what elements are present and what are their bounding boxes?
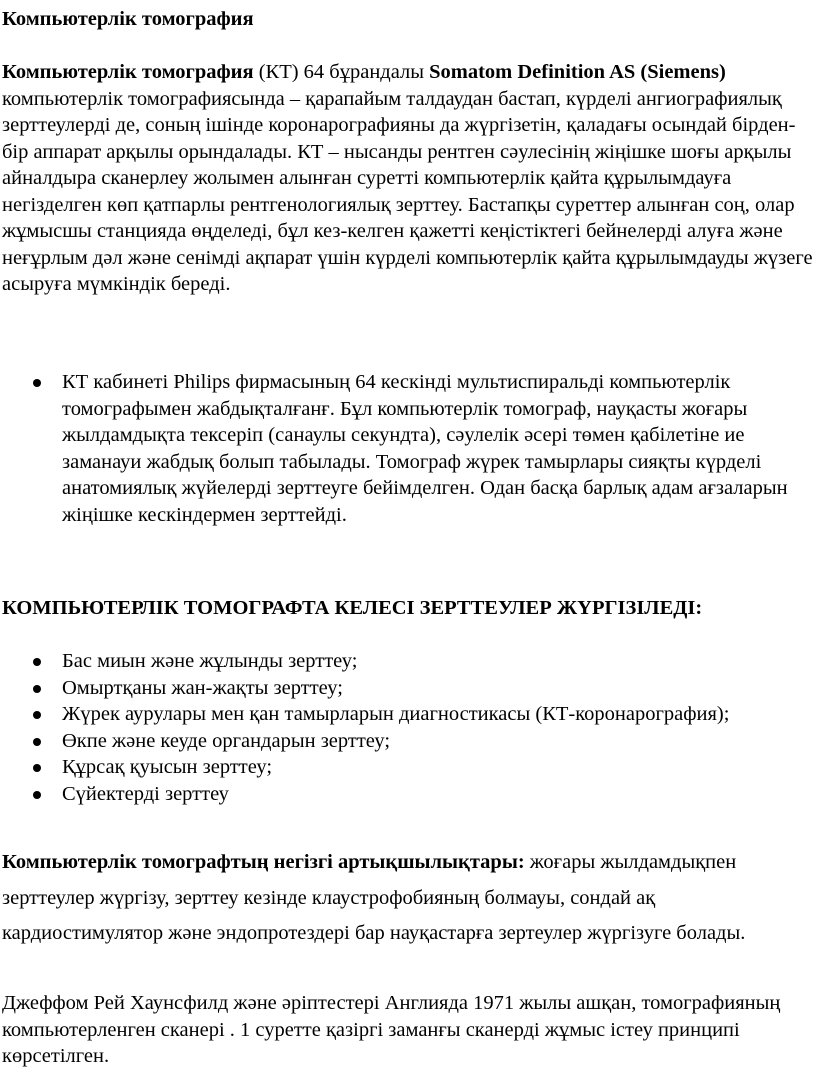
bullet-icon xyxy=(33,791,41,799)
study-text: Бас миын және жұлынды зерттеу; xyxy=(62,650,358,672)
study-text: Жүрек аурулары мен қан тамырларын диагностикасы (КТ-коронарография); xyxy=(62,703,730,725)
advantages-label: Компьютерлік томографтың негізгі артықшылықтары: xyxy=(2,851,525,873)
bullet-icon xyxy=(33,685,41,693)
intro-text-a: (КТ) 64 бұрандалы xyxy=(253,61,430,83)
bullet-icon xyxy=(33,379,41,387)
study-text: Құрсақ қуысын зерттеу; xyxy=(62,756,273,778)
advantages-text: жоғары жылдамдықпен зерттеулер жүргізу, зерттеу кезінде клаустрофобияның болмауы, сондай ақ кардиостимулятор және эндопротездері бар науқастарға зертеулер жүргізуге болады. xyxy=(2,851,746,944)
list-item xyxy=(0,754,816,781)
intro-bold-term: Компьютерлік томография xyxy=(2,61,254,83)
cabinet-list xyxy=(0,369,816,528)
bullet-icon xyxy=(33,764,41,772)
list-item xyxy=(0,701,816,728)
bullet-icon xyxy=(33,658,41,666)
intro-paragraph xyxy=(2,59,816,298)
list-item xyxy=(0,648,816,675)
list-item xyxy=(0,369,816,528)
intro-device-name: Somatom Definition AS (Siemens) xyxy=(429,61,726,83)
studies-list xyxy=(0,648,816,807)
study-text: Омыртқаны жан-жақты зерттеу; xyxy=(62,676,343,699)
list-item xyxy=(0,675,816,702)
history-paragraph: Джеффом Рей Хаунсфилд және әріптестері Англияда 1971 жылы ашқан, томографияның компьютерленген сканері . 1 суретте қазіргі заманғы сканерді жұмыс істеу принципі көрсетілген. xyxy=(2,992,781,1067)
list-item xyxy=(0,781,816,808)
study-text: Сүйектерді зерттеу xyxy=(62,782,229,805)
bullet-icon xyxy=(33,738,41,746)
advantages-paragraph xyxy=(2,845,816,952)
study-text: Өкпе және кеуде органдарын зерттеу; xyxy=(62,729,391,752)
cabinet-item-text: КТ кабинеті Philips фирмасының 64 кескінді мультиспиральді компьютерлік томографымен жабдықталғанғ. Бұл компьютерлік томограф, науқасты жоғары жылдамдықта тексеріп (санаулы секундта), сәулелік әсері төмен қабілетіне ие заманауи жабдық болып табылады. Томограф жүрек тамырлары сияқты күрделі анатомиялық жүйелерді зерттеуге бейімделген. Одан басқа барлық адам ағзаларын жіңішке кескіндермен зерттейді. xyxy=(62,371,788,526)
bullet-icon xyxy=(33,711,41,719)
intro-text-b: компьютерлік томографиясында – қарапайым талдаудан бастап, күрделі ангиографиялық зерттеулерді де, соның ішінде коронарографияны да жүргізетін, қаладағы осындай бірден-бір аппарат арқылы орындалады. КТ – нысанды рентген сәулесінің жіңішке шоғы арқылы айналдыра сканерлеу жолымен алынған суретті компьютерлік қайта құрылымдауға негізделген көп қатпарлы рентгенологиялық зерттеу. Бастапқы суреттер алынған соң, олар жұмысшы станцияда өңделеді, бұл кез-келген қажетті кеңістіктегі бейнелерді алуға және неғұрлым дәл және сенімді ақпарат үшін күрделі компьютерлік қайта құрылымдауды жүзеге асыруға мүмкіндік береді. xyxy=(2,87,813,295)
section-title: КОМПЬЮТЕРЛІК ТОМОГРАФТА КЕЛЕСІ ЗЕРТТЕУЛЕР ЖҮРГІЗІЛЕДІ: xyxy=(2,597,703,619)
list-item xyxy=(0,728,816,755)
page-title: Компьютерлік томография xyxy=(2,8,254,30)
